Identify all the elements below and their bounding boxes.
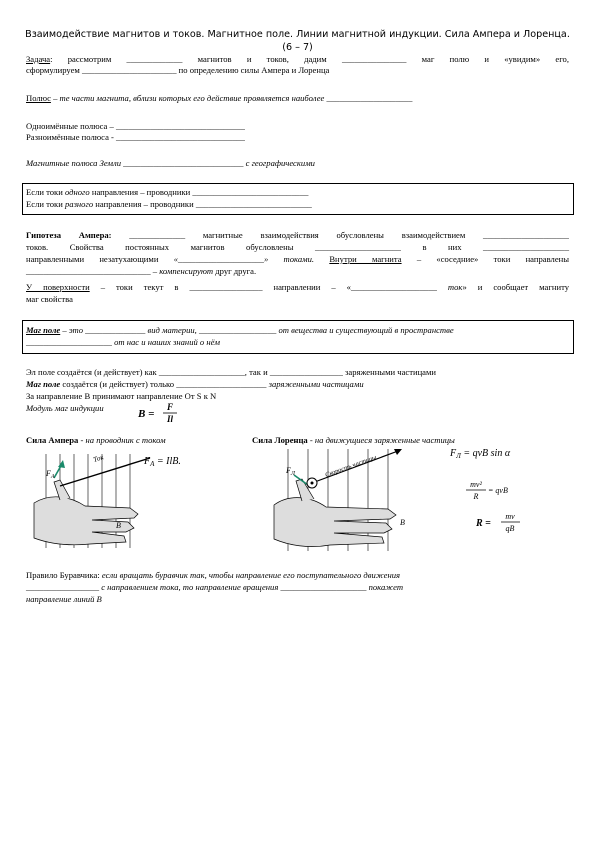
hyp-line-3: [26, 254, 569, 265]
ampere-desc: - на проводник с током: [78, 435, 166, 445]
task-line-1: [26, 54, 569, 65]
h5d: » и сообщает магниту: [462, 282, 570, 292]
fa-label: [45, 469, 55, 480]
particle-dot: [311, 482, 314, 485]
mag-field-text-b: _____________________ заряженными частицами: [176, 379, 364, 389]
pole-text: – те части магнита, вблизи которых его действие проявляется наиболее ____________________: [50, 93, 413, 103]
lf1-rhs: = qvB sin α: [460, 448, 511, 459]
mag-field-label: Маг поле: [26, 379, 61, 389]
field-line-1: [26, 325, 569, 336]
formula-b-den: Il: [166, 414, 174, 424]
cl2b: разного: [64, 199, 94, 209]
lf1-sub: Л: [456, 452, 461, 460]
h4a: _____________________________: [26, 266, 153, 276]
lorentz-desc: - на движущиеся заряженные частицы: [307, 435, 455, 445]
ampere-label: Сила Ампера: [26, 435, 79, 445]
lf3-den: qB: [505, 524, 515, 533]
pole-label: Полюс: [26, 93, 51, 103]
h4b: – компенсируют: [152, 266, 214, 276]
mag-field-text-a: создаётся (и действует) только: [60, 379, 177, 389]
hyp-line-5: [26, 282, 569, 293]
lf1-lhs: F: [450, 448, 457, 459]
formula-b: [136, 400, 186, 428]
h3a: направленными незатухающими: [26, 254, 174, 264]
mag-field-line: [26, 379, 569, 390]
el-field: Эл поле создаётся (и действует) как ____________________, так и _________________ заряженными частицами: [26, 367, 437, 377]
cl1a: Если токи: [26, 187, 65, 197]
fa-sub: A: [50, 474, 55, 480]
lorentz-label: Сила Лоренца: [252, 435, 308, 445]
field-line-2: [26, 337, 569, 348]
lf1: [449, 448, 511, 460]
gimlet-line-1: [26, 570, 569, 581]
earth-poles: [26, 158, 569, 169]
modulus-line: [26, 403, 569, 414]
ampere-formula: [140, 452, 210, 470]
modulus-text: Модуль маг индукции: [26, 403, 104, 413]
h3b: «____________________» токами.: [173, 254, 315, 264]
lorentz-hand-figure: [268, 445, 418, 555]
force-arrow-head: [58, 460, 65, 468]
h5a: У поверхности: [26, 282, 90, 292]
lorentz-formulas: [440, 444, 565, 534]
hyp-text-1: _____________ магнитные взаимодействия обусловлены взаимодействием ____________________: [111, 230, 569, 240]
task-label: Задача: [26, 54, 51, 64]
gimlet-text-2: _________________ с направлением тока, то направление вращения ____________________ покажет: [26, 582, 404, 592]
h5c: ток: [447, 282, 463, 292]
cl2a: Если токи: [26, 199, 65, 209]
af-f: F: [144, 456, 151, 467]
currents-line-2: [26, 199, 569, 210]
same-poles: Одноимённые полюса – ______________________________: [26, 121, 245, 131]
fl-sub: Л: [290, 471, 295, 477]
gimlet-label: Правило Буравчика:: [26, 570, 100, 580]
gimlet-text-1: если вращать буравчик так, чтобы направление его поступательного движения: [99, 570, 401, 580]
fl-label: [285, 466, 296, 477]
cl1c: направления – проводники ___________________________: [89, 187, 309, 197]
fa-letter: F: [46, 469, 51, 478]
direction-line: За направление В принимают направление От S к N: [26, 391, 217, 401]
h3e: – «соседние» токи направлены: [401, 254, 570, 264]
formula-b-num: F: [166, 402, 174, 412]
h4c: друг друга.: [213, 266, 257, 276]
page-title: Взаимодействие магнитов и токов. Магнитное поле. Линии магнитной индукции. Сила Ампера и Лоренца. (6 – 7): [25, 29, 570, 53]
h5b: – токи текут в _________________ направлении – «____________________: [89, 282, 448, 292]
ampere-formula-text: [143, 456, 181, 468]
field-label: Маг поле: [26, 325, 61, 335]
h3c: [314, 254, 329, 264]
lf2-num: mv²: [470, 480, 482, 489]
wire: [60, 458, 150, 486]
hyp-label: Гипотеза Ампера:: [26, 230, 112, 240]
h3d: Внутри магнита: [329, 254, 402, 264]
task-line-2: сформулируем ______________________ по определению силы Ампера и Лоренца: [26, 65, 330, 75]
lorentz-hand: [274, 498, 396, 547]
lf3-num: mv: [505, 512, 515, 521]
gimlet-line-2: [26, 582, 569, 593]
hand-shape: [34, 497, 138, 545]
ampere-heading: [26, 435, 166, 446]
lf2-den: R: [473, 492, 479, 501]
gimlet-line-3: [26, 594, 569, 605]
fl-letter: F: [286, 466, 291, 475]
hyp-line-1: [26, 230, 569, 241]
hyp-line-4: [26, 266, 569, 277]
af-rhs: = IlB.: [154, 456, 181, 467]
opposite-poles: Разноимённые полюса - ______________________________: [26, 132, 245, 142]
task-text-1: : рассмотрим _____________ магнитов и токов, дадим _______________ маг полю и «увидим» его,: [50, 54, 569, 64]
field-text-2: ____________________ от нас и наших знаний о нём: [26, 337, 220, 347]
field-text-1: – это ______________ вид материи, __________________ от вещества и существующий в пространстве: [60, 325, 454, 335]
lf3-lhs: R =: [476, 518, 491, 529]
gimlet-text-3: направление линий В: [26, 594, 102, 604]
hyp-line-6: маг свойства: [26, 294, 73, 304]
lf2-rhs: = qvB: [488, 486, 508, 495]
hyp-line-2: токов. Свойства постоянных магнитов обусловлены ____________________ в них ____________________: [26, 242, 569, 252]
tok-label: Ток: [92, 453, 105, 464]
cl2c: направления – проводники ___________________________: [93, 199, 312, 209]
formula-b-lhs: B =: [138, 408, 155, 420]
b-label-right: B: [400, 518, 405, 527]
cl1b: одного: [64, 187, 90, 197]
b-label-left: B: [116, 521, 121, 530]
earth-text: Магнитные полюса Земли ____________________________ с географическими: [26, 158, 315, 168]
pole-definition: [26, 93, 569, 104]
speed-label: Скорость частицы: [324, 453, 378, 479]
af-sub: А: [150, 460, 155, 468]
currents-line-1: [26, 187, 569, 198]
